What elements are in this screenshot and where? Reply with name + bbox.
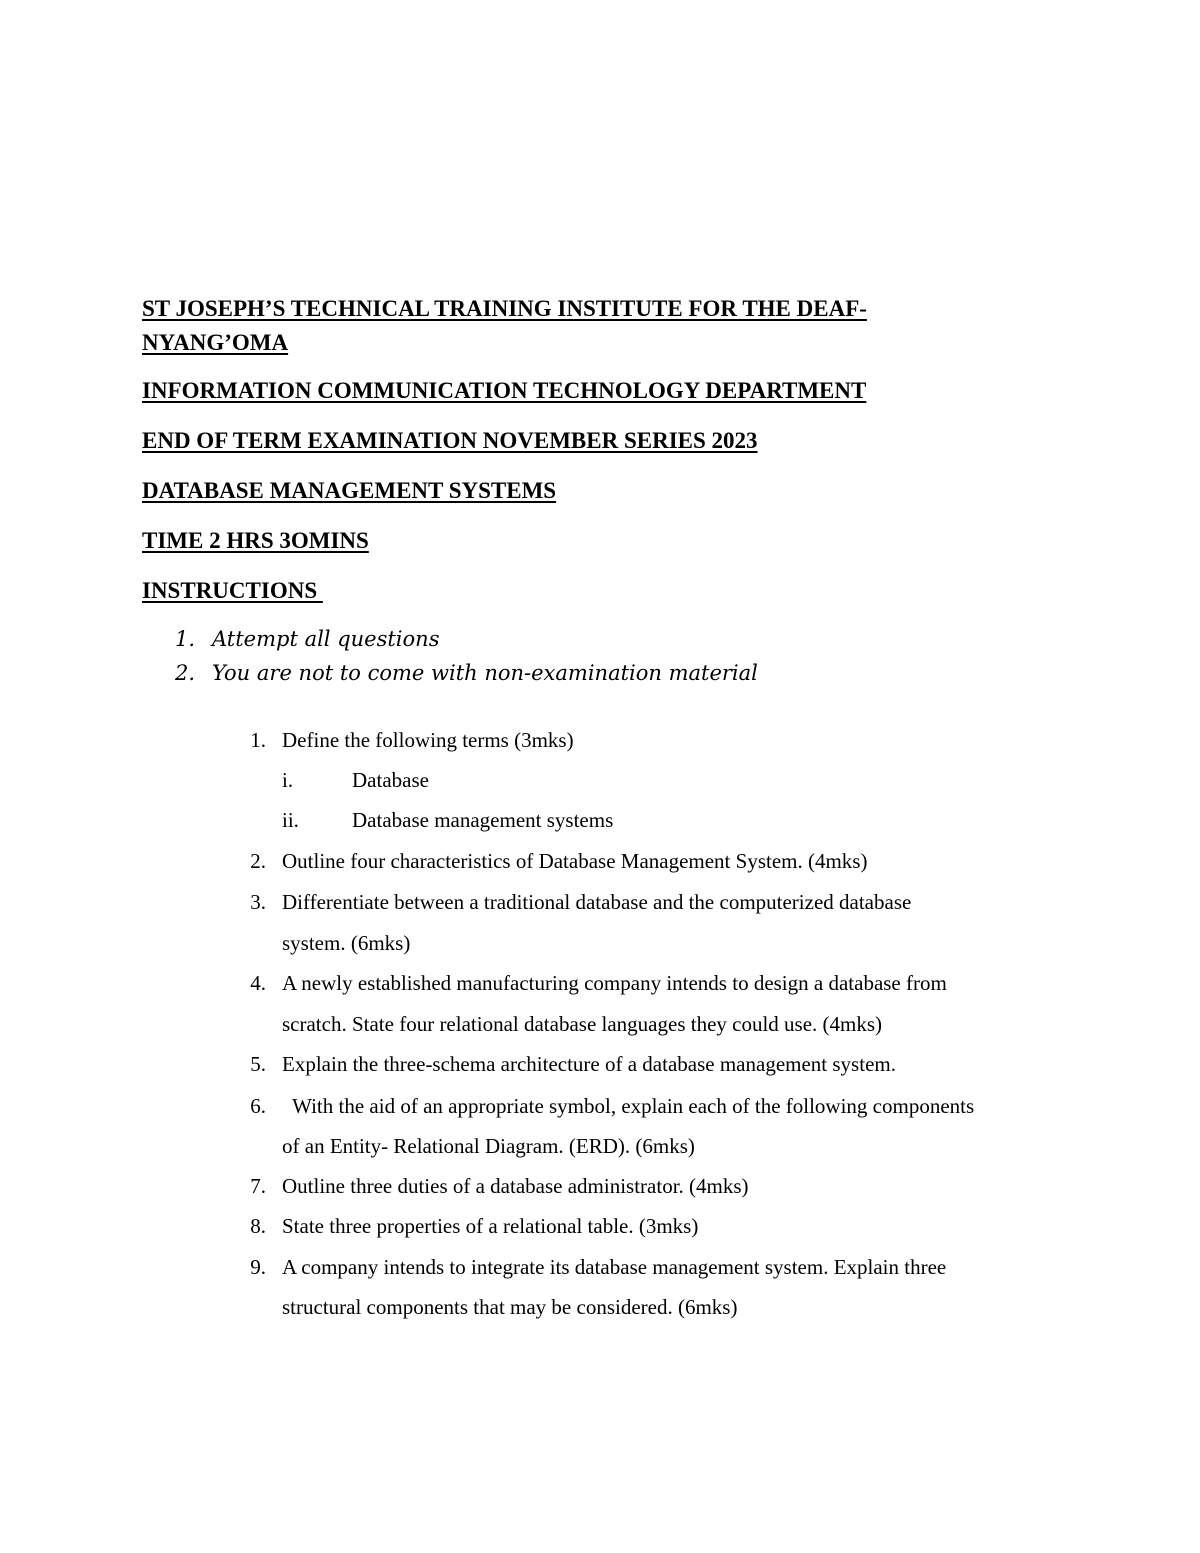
exam-heading: END OF TERM EXAMINATION NOVEMBER SERIES 2023 xyxy=(142,428,758,453)
question-number: 3. xyxy=(250,890,266,914)
question-text-continuation: scratch. State four relational database languages they could use. (4mks) xyxy=(282,1012,883,1036)
instruction-number: 2. xyxy=(175,661,196,685)
question-number: 7. xyxy=(250,1174,266,1198)
question-number: 9. xyxy=(250,1255,266,1279)
question-text-continuation: structural components that may be considered. (6mks) xyxy=(282,1295,738,1319)
question-text: Differentiate between a traditional database and the computerized database xyxy=(282,890,912,914)
question-number: 2. xyxy=(250,849,266,873)
question-text-continuation: system. (6mks) xyxy=(282,931,411,955)
time-heading: TIME 2 HRS 3OMINS xyxy=(142,528,369,553)
question-number: 8. xyxy=(250,1214,266,1238)
department-heading: INFORMATION COMMUNICATION TECHNOLOGY DEPARTMENT xyxy=(142,378,867,403)
question-number: 4. xyxy=(250,971,266,995)
instruction-text: Attempt all questions xyxy=(212,627,440,651)
sub-question-number: ii. xyxy=(282,808,299,832)
question-text: Outline four characteristics of Database Management System. (4mks) xyxy=(282,849,868,873)
instruction-number: 1. xyxy=(175,627,196,651)
institute-name-line2: NYANG’OMA xyxy=(142,330,289,355)
question-text: Explain the three-schema architecture of a database management system. xyxy=(282,1052,896,1076)
subject-heading: DATABASE MANAGEMENT SYSTEMS xyxy=(142,478,557,503)
instructions-heading: INSTRUCTIONS xyxy=(142,578,323,603)
sub-question-text: Database management systems xyxy=(352,808,614,832)
question-text: With the aid of an appropriate symbol, explain each of the following components xyxy=(282,1094,975,1118)
institute-name-line1: ST JOSEPH’S TECHNICAL TRAINING INSTITUTE FOR THE DEAF- xyxy=(142,296,867,321)
question-text: State three properties of a relational table. (3mks) xyxy=(282,1214,699,1238)
question-text-continuation: of an Entity- Relational Diagram. (ERD). (6mks) xyxy=(282,1134,695,1158)
question-text: A company intends to integrate its database management system. Explain three xyxy=(282,1255,947,1279)
question-number: 5. xyxy=(250,1052,266,1076)
question-number: 6. xyxy=(250,1094,266,1118)
question-number: 1. xyxy=(250,728,266,752)
question-text: A newly established manufacturing company intends to design a database from xyxy=(282,971,947,995)
instruction-text: You are not to come with non-examination material xyxy=(212,661,758,685)
question-text: Outline three duties of a database administrator. (4mks) xyxy=(282,1174,749,1198)
sub-question-text: Database xyxy=(352,768,429,792)
question-text: Define the following terms (3mks) xyxy=(282,728,574,752)
sub-question-number: i. xyxy=(282,768,294,792)
